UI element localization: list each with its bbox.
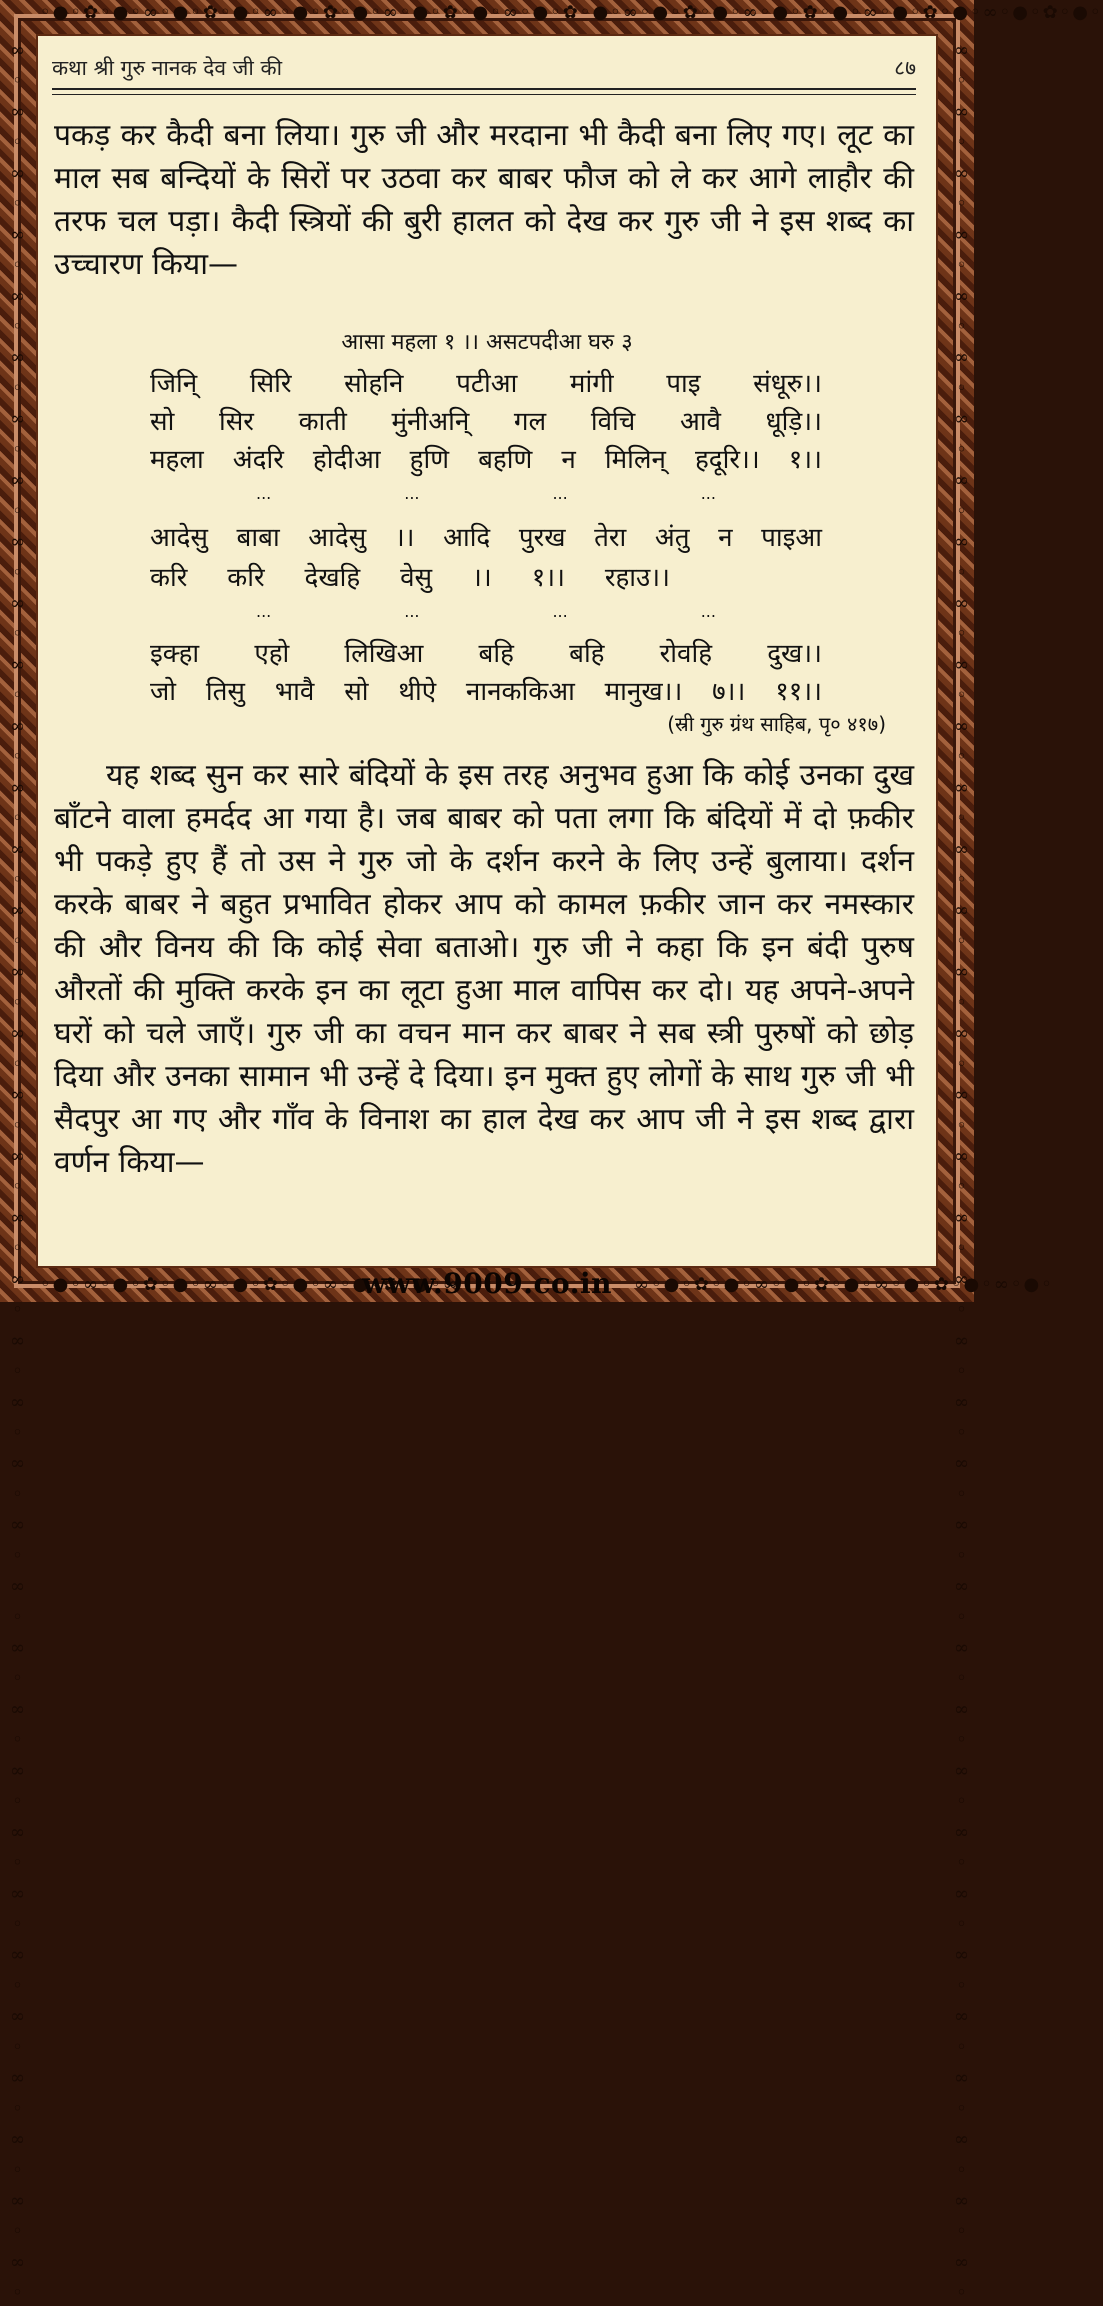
ellipsis: ... — [256, 602, 272, 621]
page-header — [52, 54, 916, 84]
header-rule — [52, 88, 916, 90]
verse-line-7: जो तिसु भावै सो थीऐ नानककिआ मानुख।। ७।। ११।। — [150, 677, 822, 707]
website-url[interactable]: www.9009.co.in — [362, 1267, 612, 1300]
ellipsis: ... — [700, 602, 716, 621]
ellipsis-row-2 — [256, 602, 716, 621]
verse-line-1: जिनि् सिरि सोहनि पटीआ मांगी पाइ संधूरु।। — [150, 369, 822, 399]
paragraph-body: यह शब्द सुन कर सारे बंदियों के इस तरह अनुभव हुआ कि कोई उनका दुख बाँटने वाला हमर्दद आ गया है। जब बाबर को पता लगा कि बंदियों में दो फ़कीर भी पकड़े हुए हैं तो उस ने गुरु जो के दर्शन करने के लिए उन्हें बुलाया। दर्शन करके बाबर ने बहुत प्रभावित होकर आप को कामल फ़कीर जान कर नमस्कार की और विनय की कि कोई सेवा बताओ। गुरु जी ने कहा कि इन बंदी पुरुष औरतों की मुक्ति करके इन का लूटा हुआ माल वापिस कर दो। यह अपने-अपने घरों को चले जाएँ। गुरु जी का वचन मान कर बाबर ने सब स्त्री पुरुषों को छोड़ दिया और उनका सामान भी उन्हें दे दिया। इन मुक्त हुए लोगों के साथ गुरु जी भी सैदपुर आ गए और गाँव के विनाश का हाल देख कर आप जी ने इस शब्द द्वारा वर्णन किया— — [54, 758, 914, 1180]
verse-line-6: इक्हा एहो लिखिआ बहि बहि रोवहि दुख।। — [150, 639, 822, 669]
ellipsis: ... — [700, 484, 716, 503]
ellipsis: ... — [404, 602, 420, 621]
ellipsis-row-1 — [256, 484, 716, 503]
verse-line-5: करि करि देखहि वेसु ।। १।। रहाउ।। — [150, 563, 670, 593]
scripture-citation: (स्री गुरु ग्रंथ साहिब, पृ० ४१७) — [667, 712, 886, 736]
page-number: ८७ — [894, 56, 916, 80]
ellipsis: ... — [552, 484, 568, 503]
verse-line-3: महला अंदरि होदीआ हुणि बहणि न मिलिन् हदूरि।। १।। — [150, 445, 822, 475]
bottom-left-ornament: ◦●◦∞◦●◦✿◦●◦∞◦●◦✿◦●◦∞◦●◦✿◦●◦∞ — [40, 1274, 460, 1295]
ellipsis: ... — [256, 484, 272, 503]
verse-line-2: सो सिर काती मुंनीअनि् गल विचि आवै धूड़ि।। — [150, 407, 822, 437]
left-ornament: ∞ ◦ ∞ ◦ ∞ ◦ ∞ ◦ ∞ ◦ ∞ ◦ ∞ ◦ ∞ ◦ ∞ ◦ ∞ ◦ ∞ ◦ ∞ ◦ ∞ ◦ ∞ ◦ ∞ ◦ ∞ ◦ ∞ ◦ ∞ ◦ ∞ ◦ ∞ ◦ ∞ ◦ ∞ ◦ ∞ ◦ ∞ ◦ ∞ ◦ ∞ ◦ ∞ ◦ ∞ ◦ ∞ ◦ ∞ ◦ ∞ ◦ ∞ ◦ ∞ ◦ ∞ ◦ ∞ ◦ ∞ ◦ ∞ ◦ — [7, 40, 28, 2306]
verse-heading: आसा महला १ ।। असटपदीआ घरु ३ — [341, 330, 633, 355]
verse-line-4: आदेसु बाबा आदेसु ।। आदि पुरख तेरा अंतु न पाइआ — [150, 523, 822, 553]
ellipsis: ... — [404, 484, 420, 503]
top-ornament: ◦●◦✿◦●◦∞◦●◦✿◦●◦∞◦●◦✿◦●◦∞◦●◦✿◦●◦∞◦●◦✿◦●◦∞◦●◦✿◦●◦∞◦●◦✿◦●◦∞◦●◦✿◦●◦∞◦●◦✿◦●◦ — [40, 2, 1103, 23]
right-ornament: ∞ ◦ ∞ ◦ ∞ ◦ ∞ ◦ ∞ ◦ ∞ ◦ ∞ ◦ ∞ ◦ ∞ ◦ ∞ ◦ ∞ ◦ ∞ ◦ ∞ ◦ ∞ ◦ ∞ ◦ ∞ ◦ ∞ ◦ ∞ ◦ ∞ ◦ ∞ ◦ ∞ ◦ ∞ ◦ ∞ ◦ ∞ ◦ ∞ ◦ ∞ ◦ ∞ ◦ ∞ ◦ ∞ ◦ ∞ ◦ ∞ ◦ ∞ ◦ ∞ ◦ ∞ ◦ ∞ ◦ ∞ ◦ ∞ ◦ — [951, 40, 972, 2306]
bottom-right-ornament: ∞◦●◦✿◦●◦∞◦●◦✿◦●◦∞◦●◦✿◦●◦∞◦●◦ — [634, 1274, 1054, 1295]
header-rule-thin — [52, 94, 916, 95]
paragraph-intro: पकड़ कर कैदी बना लिया। गुरु जी और मरदाना भी कैदी बना लिए गए। लूट का माल सब बन्दियों के सिरों पर उठवा कर बाबर फौज को ले कर आगे लाहौर की तरफ चल पड़ा। कैदी स्त्रियों की बुरी हालत को देख कर गुरु जी ने इस शब्द का उच्चारण किया— — [54, 118, 914, 282]
ellipsis: ... — [552, 602, 568, 621]
book-page — [38, 36, 936, 1266]
running-title: कथा श्री गुरु नानक देव जी की — [52, 56, 283, 80]
